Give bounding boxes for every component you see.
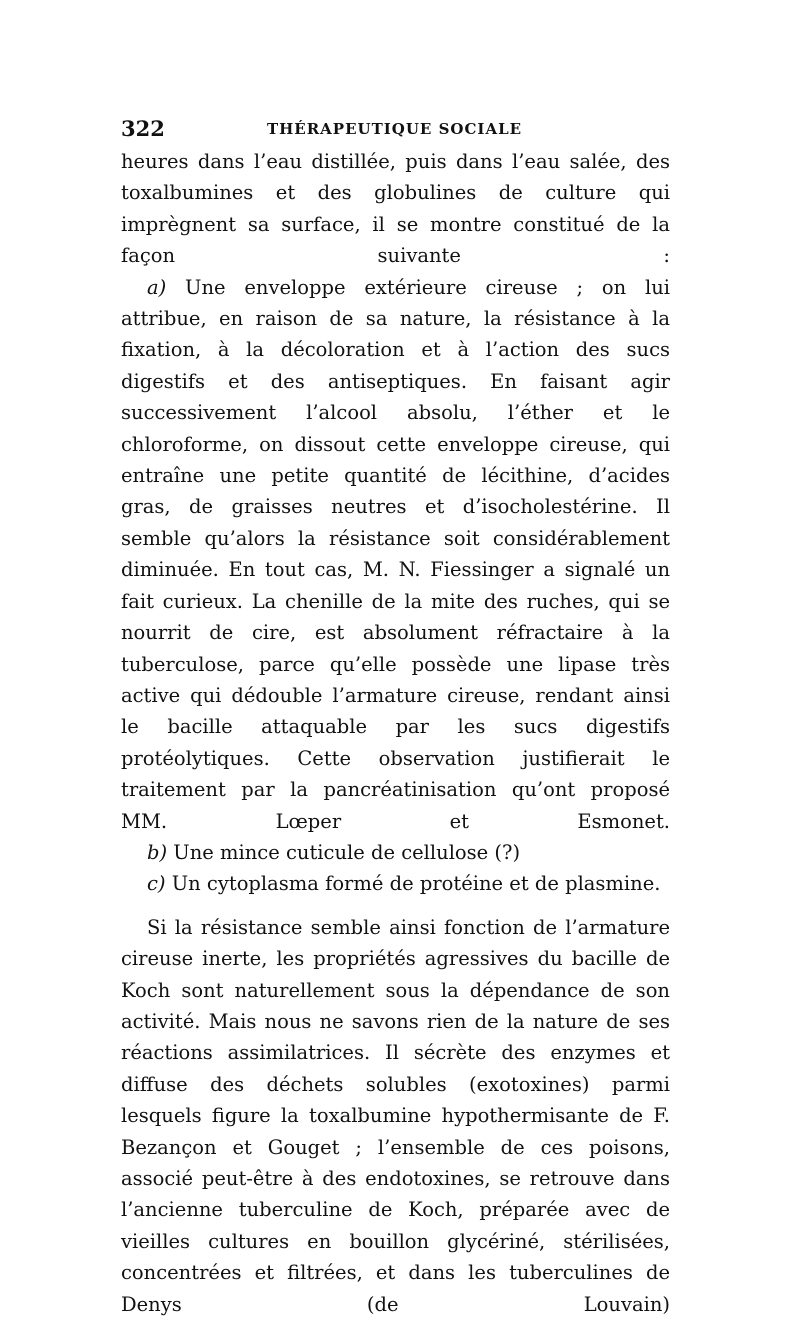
list-marker-c: c) — [147, 872, 166, 896]
list-item-a-text: Une enveloppe extérieure cireuse ; on lui attribue, en raison de sa nature, la résistance à la fixation, à la décoloration et à l’action des sucs digestifs et des antiseptiques. En faisant agir successivement l’alcool absolu, l’éther et le chloroforme, on dissout cette enveloppe cireuse, qui entraîne une petite quantité de lécithine, d’acides gras, de graisses neutres et d’isocholestérine. Il semble qu’alors la résistance soit considérablement diminuée. En tout cas, M. N. Fiessinger a signalé un fait curieux. La chenille de la mite des ruches, qui se nourrit de cire, est absolument réfractaire à la tuberculose, parce qu’elle possède une lipase très active qui dédouble l’armature cireuse, rendant ainsi le bacille attaquable par les sucs digestifs protéolytiques. Cette observation justifierait le traitement par la pancréatinisation qu’ont proposé MM. Lœper et Esmonet. — [121, 275, 670, 833]
list-item-b — [121, 837, 670, 868]
list-item-c — [121, 868, 670, 899]
paragraph-main: Si la résistance semble ainsi fonction de l’armature cireuse inerte, les propriétés agressives du bacille de Koch sont naturellement sous la dépendance de son activité. Mais nous ne savons rien de la nature de ses réactions assimilatrices. Il sécrète des enzymes et diffuse des déchets solubles (exotoxines) parmi lesquels figure la toxalbumine hypothermisante de F. Bezançon et Gouget ; l’ensemble de ces poisons, associé peut-être à des endotoxines, se retrouve dans l’ancienne tuberculine de Koch, préparée avec de vieilles cultures en bouillon glycériné, stérilisées, concentrées et filtrées, et dans les tuberculines de Denys (de Louvain) — [121, 915, 670, 1316]
list-item-a — [121, 272, 670, 837]
paragraph-intro: heures dans l’eau distillée, puis dans l’eau salée, des toxalbumines et des globulines de culture qui imprègnent sa surface, il se montre constitué de la façon suivante : — [121, 150, 670, 268]
body-text — [121, 146, 670, 1320]
page-number: 322 — [121, 116, 165, 141]
list-item-b-text: Une mince cuticule de cellulose (?) — [167, 840, 521, 864]
page-header — [121, 116, 668, 142]
list-marker-a: a) — [147, 275, 167, 299]
running-title: THÉRAPEUTIQUE SOCIALE — [266, 120, 523, 138]
list-marker-b: b) — [147, 840, 168, 864]
list-item-c-text: Un cytoplasma formé de protéine et de plasmine. — [165, 872, 661, 896]
